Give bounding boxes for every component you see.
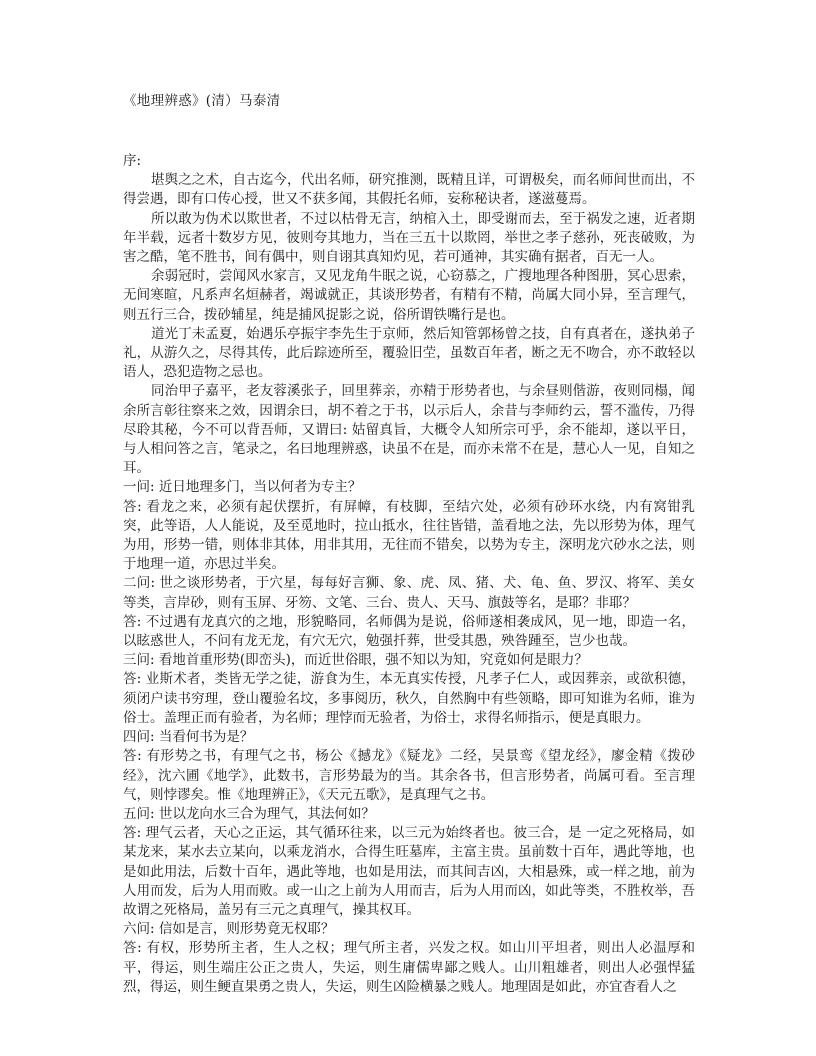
preface-paragraph-3: 余弱冠时，尝闻风水家言，又见龙角牛眠之说，心窃慕之，广搜地理各种图册，冥心思索，无间寒暄，凡系声名烜赫者，竭诚就正，其谈形势者，有精有不精，尚属大同小异，至言理气，则五行三合，拨砂辅星，纯是捕风捉影之说，俗所谓铁嘴行是也。 [123, 268, 695, 323]
preface-paragraph-1: 堪舆之之术，自古迄今，代出名师，研究推测，既精且详，可谓极矣，而名师间世而出，不得尝遇，即有口传心授，世又不获多闻，其假托名师，妄称秘诀者，遂滋蔓焉。 [123, 172, 695, 208]
page-title: 《地理辨惑》(清）马泰清 [123, 93, 281, 109]
title-spacer [123, 111, 695, 152]
question-6: 六问: 信如是言，则形势竟无权耶？ [123, 921, 335, 938]
answer-6: 答: 有权，形势所主者，生人之权；理气所主者，兴发之权。如山川平坦者，则出人必温厚和平，得运，则生端庄公正之贵人，失运，则生庸儒卑鄙之贱人。山川粗雄者，则出人必强悍猛烈，得运，则生鲠直果勇之贵人，失运，则生凶险横暴之贱人。地理固是如此，亦宜杳看人之 [123, 940, 695, 995]
question-1: 一问: 近日地理多门，当以何者为专主？ [123, 479, 362, 496]
preface-paragraph-4: 道光丁未孟夏，始遇乐亭振宇李先生于京师，然后知管郭杨曾之技，自有真者在，遂执弟子礼，从游久之，尽得其传，此后踪迹所至，覆验旧茔，虽数百年者，断之无不吻合，亦不敢轻以语人，恐犯造物之忌也。 [123, 325, 695, 381]
question-4: 四问: 当看何书为是？ [123, 729, 254, 746]
answer-1: 答: 看龙之来，必须有起伏摆折，有屏幛，有枝脚，至结穴处，必须有砂环水绕，内有窝钳乳突，此等语，人人能说，及至觅地时，拉山抵水，往往皆错，盖看地之法，先以形势为体，理气为用，形势一错，则体非其体，用非其用，无往而不错矣，以势为专主，深明龙穴砂水之法，则于地理一道，亦思过半矣。 [123, 498, 695, 573]
answer-3: 答: 业斯术者，类皆无学之徒，游食为生，本无真实传授，凡孝子仁人，或因葬亲，或欲积德，须闭户读书穷理，登山覆验名坟，多事阅历，秋久，自然胸中有些领略，即可知谁为名师，谁为俗士。盖理正而有验者，为名师；理悖而无验者，为俗士，求得名师指示，便是真眼力。 [123, 671, 695, 726]
answer-2: 答: 不过遇有龙真穴的之地，形貌略同，名师偶为是说，俗师遂相袭成风，见一地，即造一名，以眩惑世人，不问有龙无龙，有穴无穴，勉强扦葬，世受其愚，殃咎踵至，岂少也哉。 [123, 613, 695, 650]
preface-paragraph-2: 所以敢为伪术以欺世者，不过以枯骨无言，纳棺入土，即受谢而去，至于祸发之速，近者期年半载，远者十数岁方见，彼则夸其地力，当在三五十以欺罔，举世之孝子慈孙，死丧破败，为害之酷，笔不胜书，间有偶中，则自诩其真知灼见，若可通神，其实确有据者，百无一人。 [123, 210, 695, 266]
document-body [123, 92, 695, 997]
preface-paragraph-5: 同治甲子嘉平，老友蓉溪张子，回里葬亲，亦精于形势者也，与余昼则偕游，夜则同榻，闻余所言彰往察来之效，因谓余曰，胡不着之于书，以示后人，余昔与李师约云，誓不滥传，乃得尽聆其秘，今不可以背吾师，又谓曰: 姑留真旨，大概令人知所宗可乎，余不能却，遂以平日，与人相问答之言，笔录之，名曰地理辨惑，诀虽不在是，而亦未常不在是，慧心人一见，自知之耳。 [123, 383, 695, 477]
question-3: 三问: 看地首重形势(即峦头)，而近世俗眼，强不知以为知，究竟如何是眼力？ [123, 652, 588, 669]
question-5: 五问: 世以龙向水三合为理气，其法何如？ [123, 805, 375, 822]
preface-heading: 序: [123, 153, 142, 169]
question-2: 二问: 世之谈形势者，于穴星，每每好言狮、象、虎、凤、猪、犬、龟、鱼、罗汉、将军、美女等类，言岸砂，则有玉屏、牙笏、文笔、三台、贵人、天马、旗鼓等名，是耶？非耶？ [123, 575, 695, 611]
answer-4: 答: 有形势之书，有理气之书，杨公《撼龙》《疑龙》二经，吴景鸾《望龙经》，廖金精《拨砂经》，沈六圃《地学》，此数书，言形势最为的当。其余各书，但言形势者，尚属可看。至言理气，则悖谬矣。惟《地理辨正》，《天元五歌》，是真理气之书。 [123, 748, 695, 803]
answer-5: 答: 理气云者，天心之正运，其气循环往来，以三元为始终者也。彼三合，是 一定之死格局，如某龙来，某水去立某向，以乘龙消水，合得生旺墓库，主富主贵。虽前数十百年，遇此等地，也是如此用法，后数十百年，遇此等地，也如是用法，而其间吉凶，大相悬殊，或一样之地，前为人用而发，后为人用而败。或一山之上前为人用而吉，后为人用而凶，如此等类，不胜枚举，吾故谓之死格局，盖另有三元之真理气，操其权耳。 [123, 825, 695, 918]
